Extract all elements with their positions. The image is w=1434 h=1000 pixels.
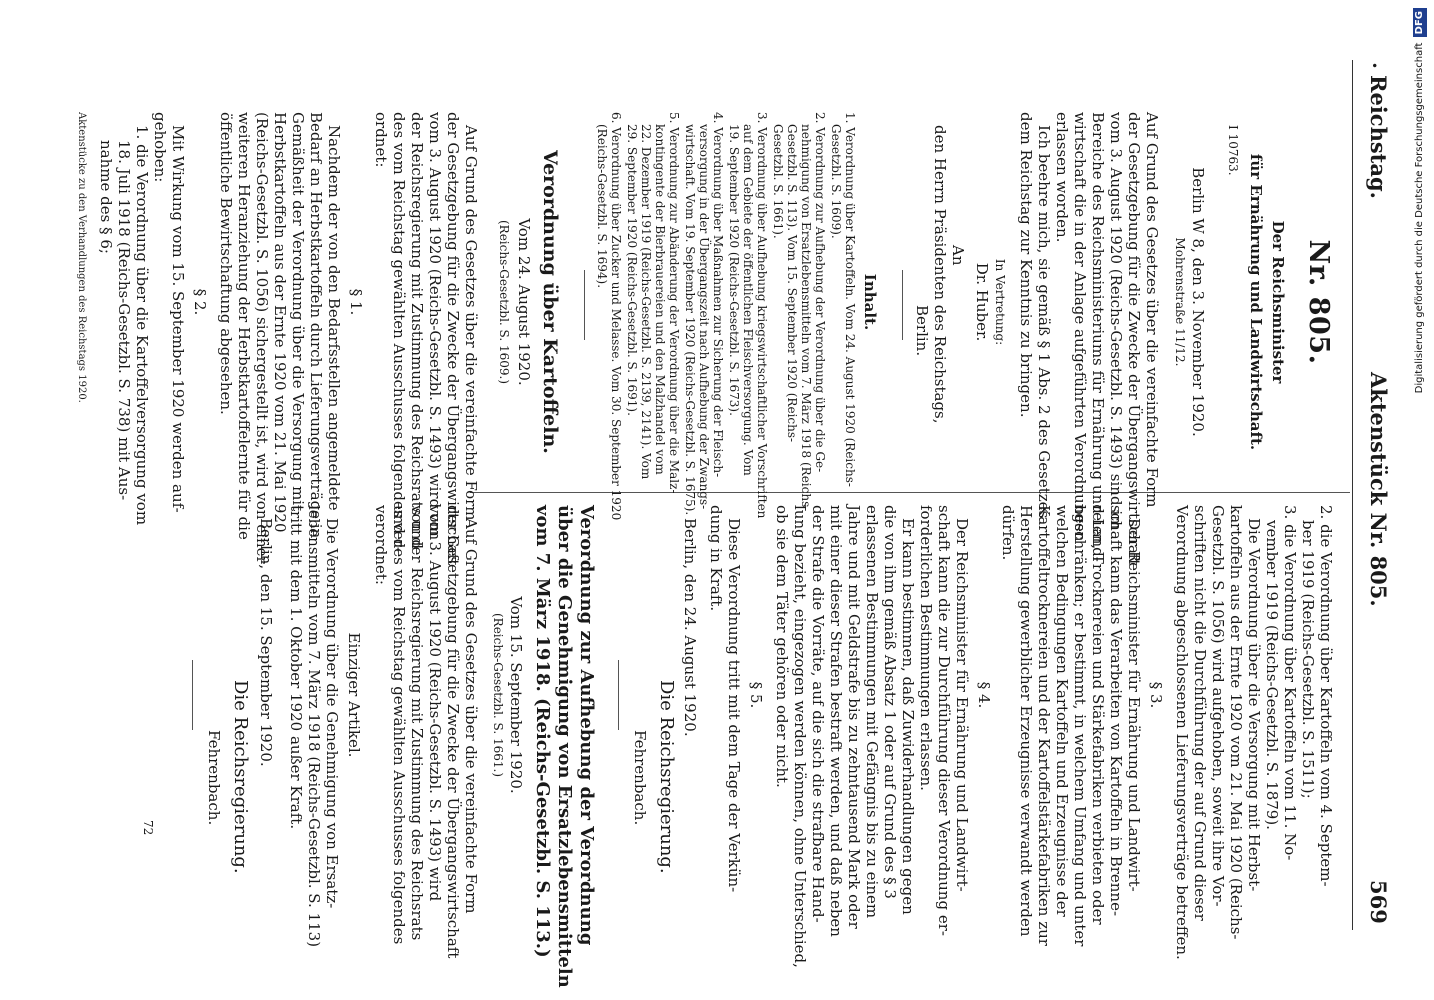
column-divider [470,492,1350,493]
para2-title: § 2. [191,288,209,316]
ordinance1-intro-line: ordnet: [372,112,390,168]
contents-line: (Reichs-Gesetzbl. S. 1694). [595,124,609,289]
para4-line: forderlichen Bestimmungen erlassen. [917,505,935,791]
contents-line: 1. Verordnung über Kartoffeln. Vom 24. August 1920 (Reichs- [843,112,857,487]
para4-line: mit einer dieser Strafen bestraft werden, und daß neben [827,505,845,937]
para4-title: § 4. [975,681,993,709]
contents-line: 19. September 1920 (Reichs-Gesetzbl. S. 1673). [727,124,741,416]
document-number: Nr. 805. [1303,239,1334,365]
contents-line: auf dem Gebiete der öffentlichen Fleischversorgung. Vom [741,124,755,476]
list-line: kartoffeln aus der Ernte 1920 vom 21. Mai 1920 (Reichs- [1227,505,1245,940]
ordinance2-intro-line: der Gesetzgebung für die Zwecke der Übergangswirtschaft [444,505,462,959]
para3-line: welchen Bedingungen Kartoffeln und Erzeugnisse der [1053,505,1071,917]
header-rule [1352,60,1353,930]
ordinance2-intro-line: verordnet: [372,505,390,585]
header-aktenstueck: Aktenstück Nr. 805. [1366,372,1391,607]
contents-line: 2. Verordnung zur Aufhebung der Verordnung über die Ge- [813,112,827,473]
para1-line: (Reichs-Gesetzbl. S. 1056) sichergestellt ist, wird von einer [253,112,271,564]
ordinance2-intro-line: und des vom Reichstag gewählten Ausschusses folgendes [390,505,408,945]
para4-line: der Strafe die Vorräte, auf die sich die strafbare Hand- [809,505,827,923]
para4-line: erlassenen Bestimmungen mit Gefängnis bis zu einem [863,505,881,919]
para5-line: dung in Kraft. [707,505,725,612]
signature-prefix: In Vertretung: [993,258,1007,346]
contents-title: Inhalt. [861,273,879,331]
ordinance2-intro-line: von der Reichsregierung mit Zustimmung des Reichsrats [408,505,426,941]
ordinance2-title-line: Verordnung zur Aufhebung der Verordnung [576,505,597,946]
sole-article-line: tritt mit dem 1. Oktober 1920 außer Kraft. [287,505,305,830]
intro-line: wirtschaft die in der Anlage aufgeführten Verordnungen [1071,112,1089,542]
contents-line: 3. Verordnung über Aufhebung kriegswirtschaftlicher Vorschriften [755,112,769,519]
ordinance2-intro-line: Auf Grund des Gesetzes über die vereinfachte Form [462,518,480,914]
para2-line: 18. Juli 1918 (Reichs-Gesetzbl. S. 738) mit Aus- [115,140,133,501]
reference-number: I 10763. [1226,125,1240,176]
contents-line: kontingente der Bierbrauereien und den Malzhandel vom [653,124,667,475]
sole-article-line: lebensmitteln vom 7. März 1918 (Reichs-Gesetzbl. S. 113) [305,505,323,948]
para4-line: lung bezieht, eingezogen werden können, ohne Unterschied, [791,505,809,968]
contents-line: 6. Verordnung über Zucker und Melasse. Vom 30. September 1920 [609,112,623,521]
ordinance2-title-line: über die Genehmigung von Ersatzlebensmitteln [554,505,575,988]
header-bullet: • [1367,62,1381,70]
para3-line: dürfen. [999,505,1017,561]
intro-line: Auf Grund des Gesetzes über die vereinfachte Form [1143,112,1161,508]
footer-note: Aktenstücke zu den Verhandlungen des Reichstags 1920. [76,112,87,403]
para3-title: § 3. [1147,681,1165,709]
sender-title: Der Reichsminister [1269,220,1287,384]
contents-line: versorgung in der Übergangszeit nach Aufhebung der Zwangs- [697,124,711,510]
dfg-watermark [1413,8,1427,398]
para1-title: § 1. [347,288,365,316]
para2-line: Mit Wirkung vom 15. September 1920 werden auf- [169,125,187,513]
intro-line: der Gesetzgebung für die Zwecke der Übergangswirtschaft [1125,112,1143,566]
intro-line: dem Reichstag zur Kenntnis zu bringen. [1017,112,1035,418]
para3-line: reien, Trocknereien und Stärkefabriken verbieten oder [1089,505,1107,925]
para5-title: § 5. [747,681,765,709]
contents-line: Gesetzbl. S. 1609). [829,124,843,239]
watermark-text: Digitalisierung gefördert durch die Deutsche Forschungsgemeinschaft [1414,42,1425,394]
intro-line: Bereiche des Reichsministeriums für Ernährung und Land- [1089,112,1107,562]
para1-line: öffentliche Bewirtschaftung abgesehen. [217,112,235,415]
intro-line: erlassen worden. [1053,112,1071,243]
para2-line: nahme des § 6; [97,140,115,254]
signature2-place: Berlin, den 15. September 1920. [257,518,275,767]
ordinance2-title-line: vom 7. März 1918. (Reichs-Gesetzbl. S. 113.) [532,505,553,958]
para3-line: Kartoffeltrocknereien und der Kartoffelstärkefabriken zur [1035,505,1053,946]
page-number: 569 [1366,880,1391,924]
list-line: 2. die Verordnung über Kartoffeln vom 4. Septem- [1317,505,1335,887]
para5-line: Diese Verordnung tritt mit dem Tage der Verkün- [725,518,743,893]
contents-line: 22. Dezember 1919 (Reichs-Gesetzbl. S. 2139, 2141). Vom [639,124,653,480]
contents-line: wirtschaft. Vom 19. September 1920 (Reichs-Gesetzbl. S. 1675). [683,124,697,516]
separator [584,270,585,340]
contents-line: nehmigung von Ersatzlebensmitteln vom 7. März 1918 (Reichs- [799,124,813,512]
list-line: Die Verordnung über die Versorgung mit Herbst- [1245,518,1263,892]
list-line: ber 1919 (Reichs-Gesetzbl. S. 1511); [1299,520,1317,799]
ordinance1-date: Vom 24. August 1920. [515,218,533,386]
para4-line: Er kann bestimmen, daß Zuwiderhandlungen gegen [899,518,917,915]
dfg-logo-icon: DFG [1413,8,1427,37]
contents-line: 29. September 1920 (Reichs-Gesetzbl. S. 1691). [625,124,639,416]
ordinance2-date: Vom 15. September 1920. [507,596,525,794]
ordinance2-ref: (Reichs-Gesetzbl. S. 1661.) [491,612,505,777]
para3-line: Herstellung gewerblicher Erzeugnisse verwandt werden [1017,505,1035,937]
ordinance2-intro-line: vom 3. August 1920 (Reichs-Gesetzbl. S. 1493) wird [426,505,444,902]
para4-line: die von ihm gemäß Absatz 1 oder auf Grund des § 3 [881,505,899,899]
signature1-name: Fehrenbach. [631,730,649,826]
addressee-line: Berlin. [913,305,931,357]
para2-line: 1. die Verordnung über die Kartoffelversorgung vom [133,125,151,526]
signature1-government: Die Reichsregierung. [656,680,677,874]
contents-line: Gesetzbl. S. 1661). [771,124,785,239]
para1-line: Gemäßheit der Verordnung über die Versorgung mit [289,112,307,512]
signature2-name: Fehrenbach. [205,730,223,826]
list-line: schriften nicht die Durchführung der auf Grund dieser [1191,505,1209,921]
para3-line: schaft kann das Verarbeiten von Kartoffeln in Brenne- [1107,505,1125,917]
signature-name: Dr. Huber. [973,262,991,342]
para3-line: beschränken; er bestimmt, in welchem Umfang und unter [1071,505,1089,947]
contents-line: Gesetzbl. S. 113). Vom 15. September 1920 (Reichs- [785,124,799,443]
addressee-line: An [949,245,967,266]
sender-department: für Ernährung und Landwirtschaft. [1247,153,1265,451]
list-line: Verordnung abgeschlossenen Lieferungsverträge betreffen. [1173,505,1191,960]
sole-article-title: Einziger Artikel. [345,632,363,758]
para4-line: ob sie dem Täter gehören oder nicht. [773,505,791,788]
signature1-place: Berlin, den 24. August 1920. [681,518,699,737]
para4-line: Der Reichsminister für Ernährung und Landwirt- [953,518,971,892]
para4-line: Jahre und mit Geldstrafe bis zu zehntausend Mark oder [845,505,863,929]
addressee-line: den Herrn Präsidenten des Reichstags, [931,125,949,424]
contents-line: 5. Verordnung zur Abänderung der Verordnung über die Malz- [667,112,681,494]
list-line: 3. die Verordnung über Kartoffeln vom 11. No- [1281,505,1299,861]
para3-line: Der Reichsminister für Ernährung und Landwirt- [1125,518,1143,892]
address: Mohrenstraße 11/12. [1173,237,1187,367]
place-date: Berlin W 8, den 3. November 1920. [1189,167,1207,437]
para1-line: Herbstkartoffeln aus der Ernte 1920 vom 21. Mai 1920 [271,112,289,533]
sheet-mark: 72 [141,820,155,836]
para4-line: schaft kann die zur Durchführung dieser Verordnung er- [935,505,953,936]
list-line: vember 1919 (Reichs-Gesetzbl. S. 1879). [1263,520,1281,830]
ordinance1-intro-line: vom 3. August 1920 (Reichs-Gesetzbl. S. 1493) wird von [426,112,444,541]
ordinance1-title: Verordnung über Kartoffeln. [539,150,561,454]
sole-article-line: Die Verordnung über die Genehmigung von Ersatz- [323,518,341,909]
para1-line: Bedarf an Herbstkartoffeln durch Lieferungsverträge in [307,112,325,539]
separator [902,270,903,340]
header-reichstag: Reichstag. [1366,75,1391,199]
para1-line: weiteren Heranziehung der Herbstkartoffelernte für die [235,112,253,540]
para2-line: gehoben: [151,112,169,183]
para1-line: Nachdem der von den Bedarfsstellen angemeldete [325,125,343,511]
separator [618,660,619,730]
spacer [1404,520,1405,521]
intro-line: Ich beehre mich, sie gemäß § 1 Abs. 2 des Gesetzes [1035,125,1053,519]
ordinance1-intro-line: Auf Grund des Gesetzes über die vereinfachte Form [462,125,480,521]
ordinance1-ref: (Reichs-Gesetzbl. S. 1609.) [497,219,511,384]
ordinance1-intro-line: der Reichsregierung mit Zustimmung des Reichsrats und [408,112,426,550]
intro-line: vom 3. August 1920 (Reichs-Gesetzbl. S. 1493) sind im [1107,112,1125,530]
contents-line: 4. Verordnung über Maßnahmen zur Sicherung der Fleisch- [711,112,725,478]
signature2-government: Die Reichsregierung. [230,680,251,874]
list-line: Gesetzbl. S. 1056) wird aufgehoben, soweit ihre Vor- [1209,505,1227,907]
ordinance1-intro-line: des vom Reichstag gewählten Ausschusses folgendes ver- [390,112,408,552]
ordinance1-intro-line: der Gesetzgebung für die Zwecke der Übergangswirtschaft [444,112,462,566]
